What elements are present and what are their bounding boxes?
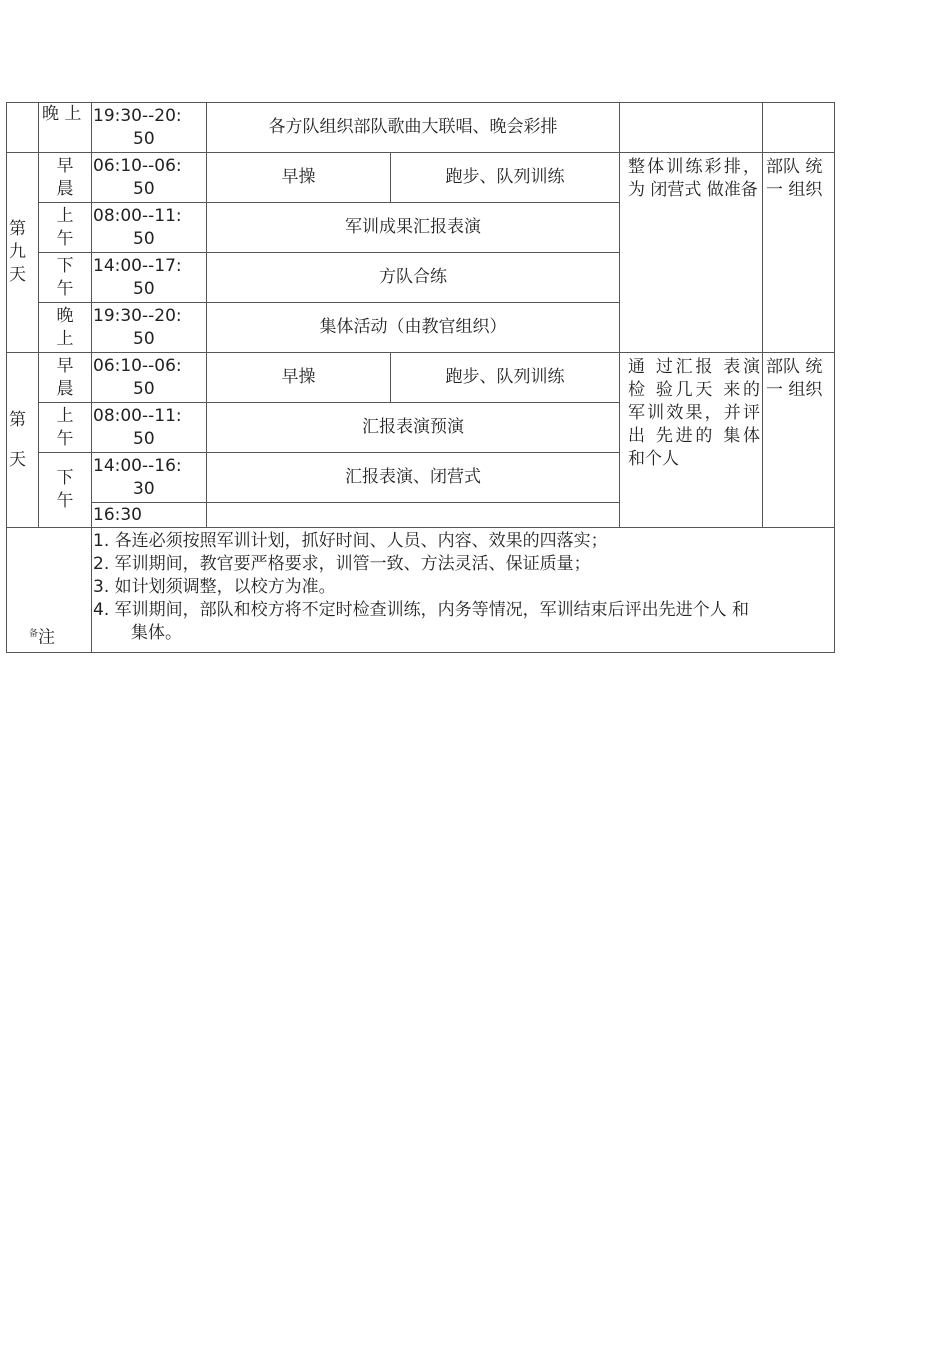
time-start: 19:30--20: <box>93 105 182 126</box>
time-start: 19:30--20: <box>93 305 182 326</box>
time-cell <box>92 303 207 353</box>
activity-cell: 军训成果汇报表演 <box>207 203 620 253</box>
activity-cell: 跑步、队列训练 <box>391 353 620 403</box>
time-end: 50 <box>133 228 155 249</box>
activity-cell: 汇报表演预演 <box>207 403 620 453</box>
time-start: 06:10--06: <box>93 355 182 376</box>
time-cell <box>92 453 207 503</box>
time-cell <box>92 353 207 403</box>
time-end: 50 <box>133 128 155 149</box>
activity-cell: 方队合练 <box>207 253 620 303</box>
goal-cell: 整体训练彩排，为 闭营式 做准备 <box>620 153 763 353</box>
notes-label <box>7 528 92 653</box>
day-label: 第九天 <box>7 153 39 353</box>
organizer-cell: 部队 统一 组织 <box>763 153 835 353</box>
period-cell: 晚 上 <box>39 103 92 153</box>
time-start: 08:00--11: <box>93 405 182 426</box>
time-cell <box>92 203 207 253</box>
time-end: 50 <box>133 378 155 399</box>
time-end: 50 <box>133 178 155 199</box>
time-cell <box>92 103 207 153</box>
notes-row <box>7 528 835 653</box>
time-end: 50 <box>133 278 155 299</box>
time-end: 50 <box>133 428 155 449</box>
period-cell: 下午 <box>39 253 92 303</box>
activity-cell: 跑步、队列训练 <box>391 153 620 203</box>
note-item: 2. 军训期间，教官要严格要求，训管一致、方法灵活、保证质量； <box>93 554 591 574</box>
period-cell: 下午 <box>39 453 92 528</box>
goal-cell-empty <box>620 103 763 153</box>
day-label: 第 天 <box>7 353 39 528</box>
note-item: 4. 军训期间，部队和校方将不定时检查训练，内务等情况，军训结束后评出先进个人 和 <box>93 600 750 620</box>
time-end: 50 <box>133 328 155 349</box>
activity-cell: 早操 <box>207 353 391 403</box>
note-item: 1. 各连必须按照军训计划，抓好时间、人员、内容、效果的四落实； <box>93 531 608 551</box>
time-cell: 16:30 <box>92 503 207 528</box>
time-end: 30 <box>133 478 155 499</box>
period-cell: 上午 <box>39 203 92 253</box>
notes-label-text: 注 <box>38 628 56 648</box>
organizer-cell-empty <box>763 103 835 153</box>
activity-cell: 早操 <box>207 153 391 203</box>
activity-cell: 各方队组织部队歌曲大联唱、晚会彩排 <box>207 103 620 153</box>
period-cell: 晚上 <box>39 303 92 353</box>
period-cell: 上午 <box>39 403 92 453</box>
day-cell-empty <box>7 103 39 153</box>
table-row <box>7 103 835 153</box>
note-item-continuation: 集体。 <box>131 623 182 643</box>
period-cell: 早晨 <box>39 353 92 403</box>
activity-cell: 集体活动（由教官组织） <box>207 303 620 353</box>
activity-cell: 汇报表演、闭营式 <box>207 453 620 503</box>
activity-cell-empty <box>207 503 620 528</box>
notes-content <box>92 528 835 653</box>
time-start: 14:00--16: <box>93 455 182 476</box>
training-schedule-table <box>6 102 835 653</box>
note-item: 3. 如计划须调整，以校方为准。 <box>93 577 336 597</box>
time-cell <box>92 403 207 453</box>
period-cell: 早晨 <box>39 153 92 203</box>
table-row <box>7 153 835 203</box>
time-start: 14:00--17: <box>93 255 182 276</box>
time-cell <box>92 153 207 203</box>
time-start: 06:10--06: <box>93 155 182 176</box>
notes-label-sup: 备 <box>29 629 39 640</box>
organizer-cell: 部队 统一 组织 <box>763 353 835 528</box>
table-row <box>7 353 835 403</box>
time-cell <box>92 253 207 303</box>
time-start: 08:00--11: <box>93 205 182 226</box>
goal-cell: 通 过汇报 表演 检 验几天 来的 军训效果，并评 出 先进的 集体 和个人 <box>620 353 763 528</box>
